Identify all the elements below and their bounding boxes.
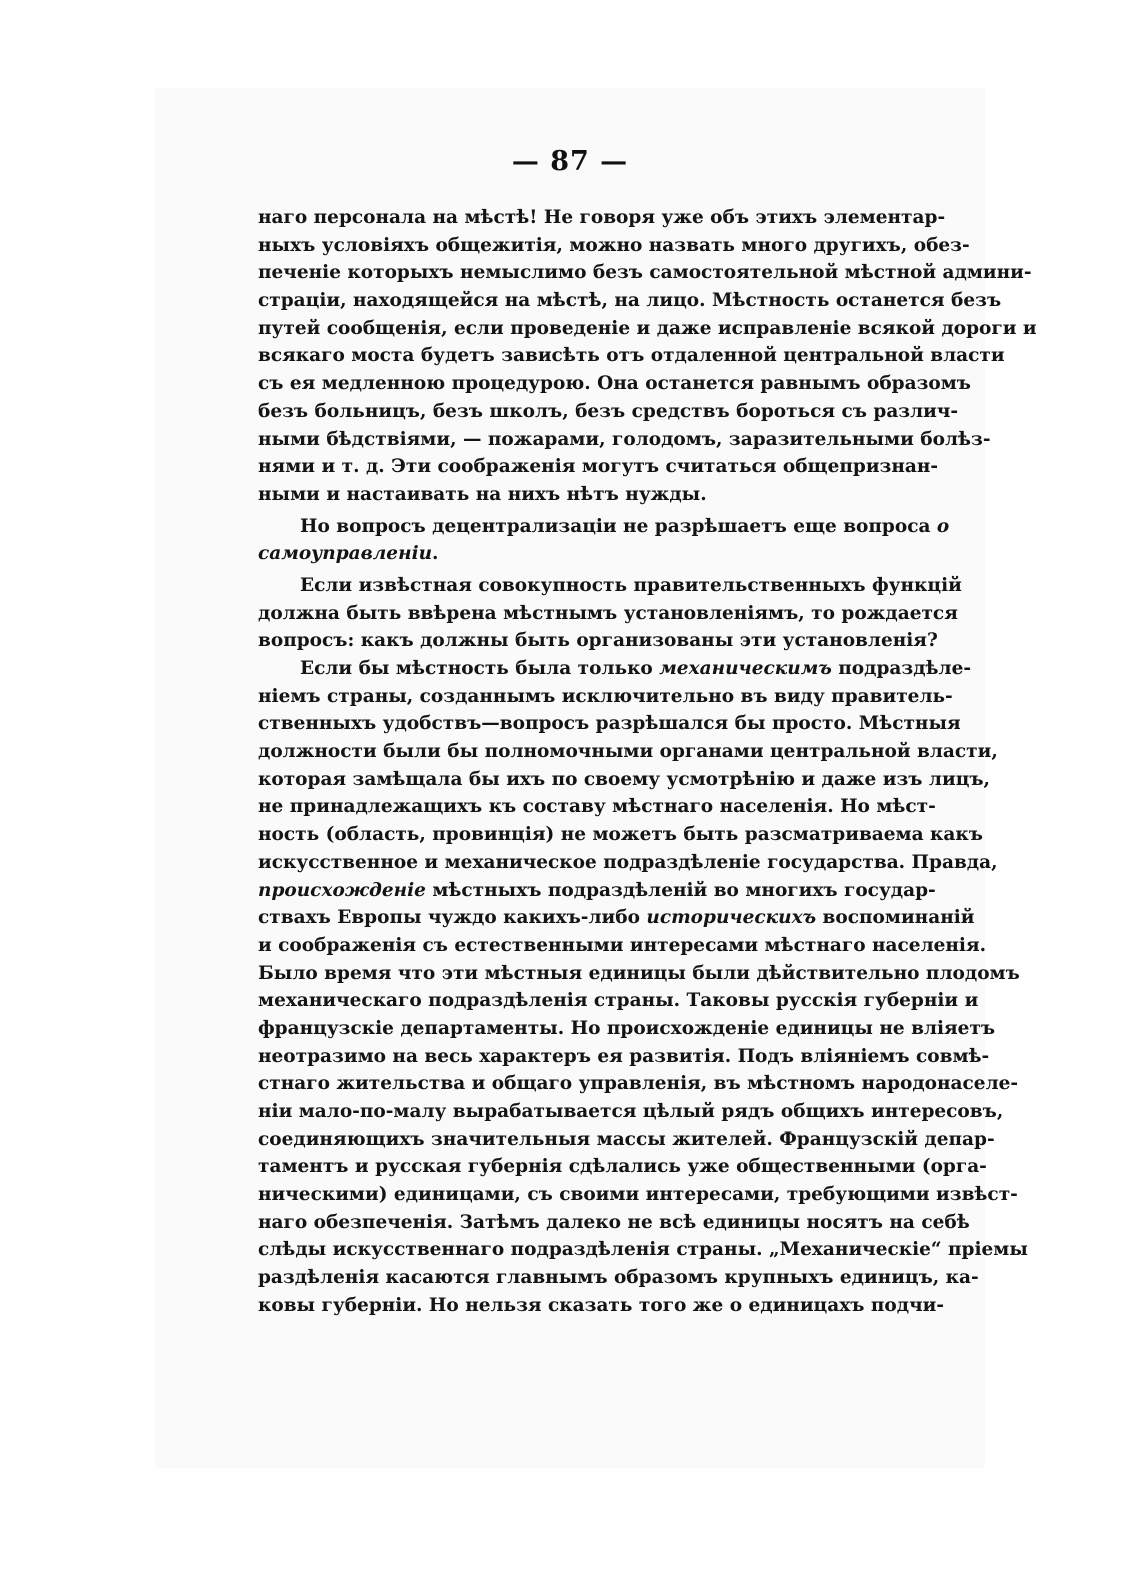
emphasis: происхожденiе (258, 879, 426, 901)
text-line: путей сообщенiя, если проведенiе и даже исправленiе всякой дороги и (258, 317, 1037, 339)
text-line: наго обезпеченiя. Затѣмъ далеко не всѣ единицы носятъ на себѣ (258, 1211, 970, 1233)
text-line: таментъ и русская губернiя сдѣлались уже общественными (орга- (258, 1156, 987, 1178)
body-text (258, 204, 1037, 1320)
text-line: безъ больницъ, безъ школъ, безъ средствъ бороться съ различ- (258, 400, 959, 422)
paragraph (258, 204, 1037, 509)
paragraph (258, 572, 962, 655)
text-line: Если бы мѣстность была только механическимъ подраздѣле- (300, 658, 972, 679)
emphasis: самоуправленiи (258, 543, 433, 565)
emphasis: историческихъ (646, 907, 817, 929)
text-line: раздѣленiя касаются главнымъ образомъ крупныхъ единицъ, ка- (258, 1267, 979, 1289)
text-line: которая замѣщала бы ихъ по своему усмотрѣнiю и даже изъ лицъ, (258, 768, 990, 790)
text-line: французскiе департаменты. Но происхожденiе единицы не влiяетъ (258, 1017, 996, 1039)
text-line: ственныхъ удобствъ—вопросъ разрѣшался бы просто. Мѣстныя (258, 713, 961, 735)
text-line: нями и т. д. Эти соображенiя могутъ считаться общепризнан- (258, 456, 939, 478)
text-line: всякаго моста будетъ зависѣть отъ отдаленной центральной власти (258, 345, 1005, 367)
text-line: стнаго жительства и общаго управленiя, въ мѣстномъ народонаселе- (258, 1073, 1019, 1095)
text-line: самоуправленiи. (258, 543, 439, 565)
text-line: Если извѣстная совокупность правительственныхъ функцiй (300, 574, 962, 596)
text-line: ность (область, провинцiя) не можетъ быть разсматриваема какъ (258, 824, 983, 846)
text-line: нiемъ страны, созданнымъ исключительно въ виду правитель- (258, 685, 953, 707)
text-line: нiи мало-по-малу вырабатывается цѣлый рядъ общихъ интересовъ, (258, 1101, 1004, 1122)
text-line: страцiи, находящейся на мѣстѣ, на лицо. Мѣстность останется безъ (258, 290, 1002, 312)
text-line: происхожденiе мѣстныхъ подраздѣленiй во многихъ государ- (258, 879, 936, 901)
text-line: слѣды искусственнаго подраздѣленiя страны. „Механическiе“ прiемы (258, 1239, 1028, 1261)
text-line: ковы губернiи. Но нельзя сказать того же о единицахъ подчи- (258, 1294, 945, 1316)
text-line: вопросъ: какъ должны быть организованы эти установленiя? (258, 630, 938, 652)
text-line: съ ея медленною процедурою. Она останется равнымъ образомъ (258, 373, 971, 395)
emphasis: о (936, 515, 950, 537)
text-line: должности были бы полномочными органами центральной власти, (258, 741, 998, 763)
text-line: ствахъ Европы чуждо какихъ-либо историческихъ воспоминанiй (258, 907, 975, 929)
text-line: печенiе которыхъ немыслимо безъ самостоятельной мѣстной админи- (258, 262, 1032, 284)
text-line: наго персонала на мѣстѣ! Не говоря уже объ этихъ элементар- (258, 207, 946, 228)
text-line: ными бѣдствiями, — пожарами, голодомъ, заразительными болѣз- (258, 428, 991, 450)
text-line: и соображенiя съ естественными интересами мѣстнаго населенiя. (258, 934, 987, 956)
emphasis: механическимъ (659, 658, 832, 679)
text-line: искусственное и механическое подраздѣленiе государства. Правда, (258, 851, 998, 873)
paragraph (258, 513, 950, 568)
text-line: должна быть ввѣрена мѣстнымъ установленiямъ, то рождается (258, 602, 958, 624)
text-line: соединяющихъ значительныя массы жителей. Французскiй депар- (258, 1128, 995, 1150)
text-line: неотразимо на весь характеръ ея развитiя. Подъ влiянiемъ совмѣ- (258, 1045, 990, 1067)
text-line: механическаго подраздѣленiя страны. Таковы русскiя губернiи и (258, 990, 979, 1012)
paragraph (258, 655, 1028, 1320)
text-line: не принадлежащихъ къ составу мѣстнаго населенiя. Но мѣст- (258, 796, 936, 818)
text-line: ными и настаивать на нихъ нѣтъ нужды. (258, 483, 707, 505)
page-number: — 87 — (511, 146, 629, 177)
text-line: Было время что эти мѣстныя единицы были дѣйствительно плодомъ (258, 962, 1020, 984)
text-line: Но вопросъ децентрализацiи не разрѣшаетъ еще вопроса о (300, 515, 950, 537)
text-line: ныхъ условiяхъ общежитiя, можно назвать много другихъ, обез- (258, 234, 970, 256)
text-line: ническими) единицами, съ своими интересами, требующими извѣст- (258, 1184, 1018, 1206)
